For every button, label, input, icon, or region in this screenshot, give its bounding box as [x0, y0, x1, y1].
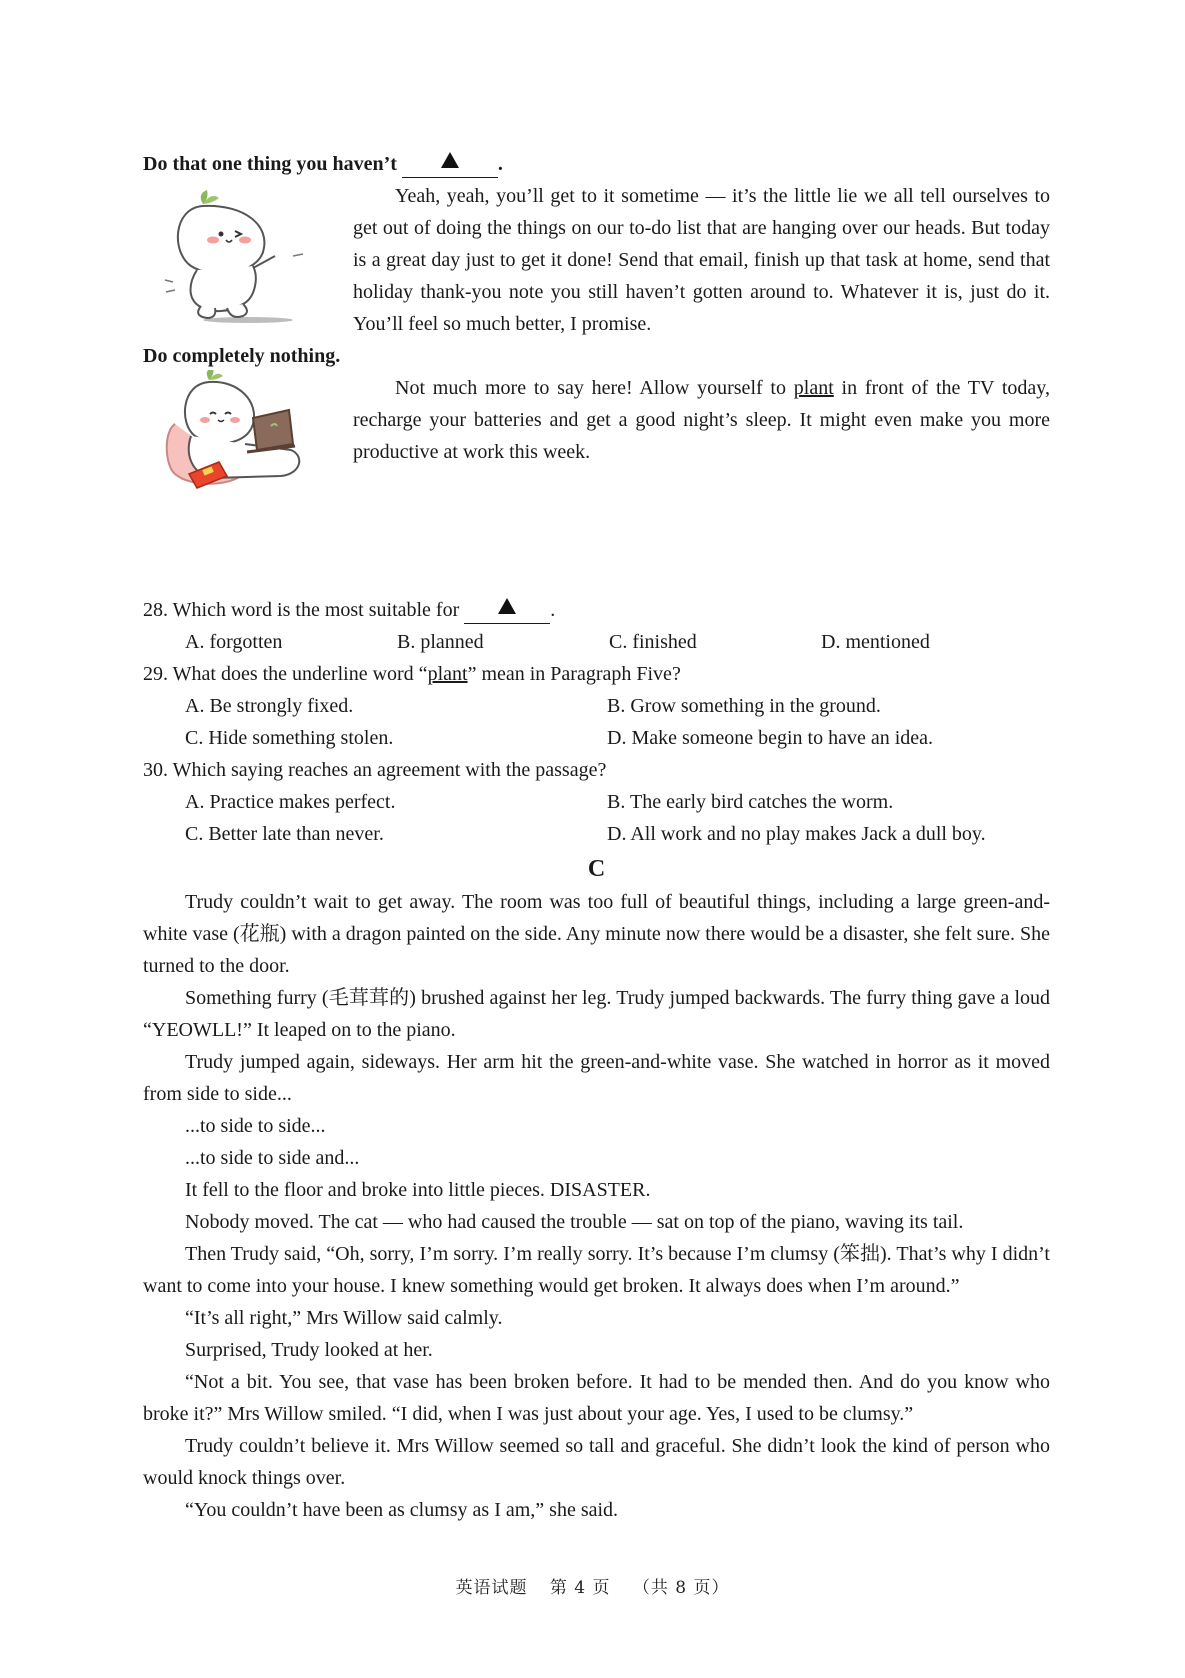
passage-paragraph: It fell to the floor and broke into little pieces. DISASTER. — [185, 1179, 651, 1201]
passage-paragraph: ...to side to side and... — [185, 1147, 360, 1169]
option-d[interactable]: D. mentioned — [821, 631, 930, 653]
option-b[interactable]: B. Grow something in the ground. — [607, 695, 881, 717]
section1-heading: Do that one thing you haven’t . — [143, 148, 1050, 180]
question-28-options — [143, 626, 1050, 658]
triangle-icon — [498, 598, 516, 614]
sprout-mascot-walking-icon — [143, 180, 353, 340]
passage-paragraph: Then Trudy said, “Oh, sorry, I’m sorry. I’m really sorry. It’s because I’m clumsy (笨拙). That’s why I didn’t want to come into your house. I knew something would get broken. It always does when I’m around.” — [143, 1243, 1050, 1297]
option-d[interactable]: D. Make someone begin to have an idea. — [607, 727, 934, 749]
question-30-options-row1 — [143, 786, 1050, 818]
passage-c-body — [143, 886, 1050, 1526]
passage-c-title: C — [587, 856, 606, 882]
section1-block — [143, 180, 1050, 340]
passage-paragraph: Trudy jumped again, sideways. Her arm hit the green-and-white vase. She watched in horror as it moved from side to side... — [143, 1051, 1050, 1105]
option-c[interactable]: C. Better late than never. — [185, 823, 384, 845]
option-d[interactable]: D. All work and no play makes Jack a dull boy. — [607, 823, 986, 845]
passage-paragraph: Surprised, Trudy looked at her. — [185, 1339, 433, 1361]
sprout-mascot-laptop-icon — [143, 372, 353, 520]
section1-paragraph: Yeah, yeah, you’ll get to it sometime — it’s the little lie we all tell ourselves to get out of doing the things on our to-do list that are hanging over our heads. But today is a great day just to get it done! Send that email, finish up that task at home, send that holiday thank-you note you still haven’t gotten around to. Whatever it is, just do it. You’ll feel so much better, I promise. — [353, 185, 1050, 335]
question-30-options-row2 — [143, 818, 1050, 850]
underlined-word: plant — [793, 377, 834, 399]
option-a[interactable]: A. forgotten — [185, 631, 283, 653]
passage-paragraph: Trudy couldn’t wait to get away. The room was too full of beautiful things, including a large green-and-white vase (花瓶) with a dragon painted on the side. Any minute now there would be a disaster, she felt sure. She turned to the door. — [143, 891, 1050, 977]
passage-paragraph: Something furry (毛茸茸的) brushed against her leg. Trudy jumped backwards. The furry thing gave a loud “YEOWLL!” It leaped on to the piano. — [143, 987, 1050, 1041]
passage-paragraph: ...to side to side... — [185, 1115, 326, 1137]
section2-paragraph: Not much more to say here! Allow yourself to plant in front of the TV today, recharge your batteries and get a good night’s sleep. It might even make you more productive at work this week. — [353, 377, 1051, 463]
question-29-options-row1 — [143, 690, 1050, 722]
exam-page — [143, 148, 1050, 1526]
passage-paragraph: “You couldn’t have been as clumsy as I am,” she said. — [185, 1499, 619, 1521]
question-29-options-row2 — [143, 722, 1050, 754]
option-b[interactable]: B. planned — [397, 631, 484, 653]
triangle-icon — [441, 152, 459, 168]
option-a[interactable]: A. Be strongly fixed. — [185, 695, 354, 717]
passage-paragraph: “Not a bit. You see, that vase has been broken before. It had to be mended then. And do you know who broke it?” Mrs Willow smiled. “I did, when I was just about your age. Yes, I used to be clumsy.” — [143, 1371, 1050, 1425]
option-b[interactable]: B. The early bird catches the worm. — [607, 791, 894, 813]
answer-blank — [464, 597, 550, 624]
section2-block — [143, 372, 1050, 520]
option-c[interactable]: C. finished — [609, 631, 697, 653]
passage-paragraph: Trudy couldn’t believe it. Mrs Willow seemed so tall and graceful. She didn’t look the kind of person who would knock things over. — [143, 1435, 1050, 1489]
passage-paragraph: Nobody moved. The cat — who had caused the trouble — sat on top of the piano, waving its tail. — [185, 1211, 964, 1233]
page-footer: 英语试题 第 4 页 （共 8 页） — [455, 1578, 730, 1598]
section2-heading: Do completely nothing. — [143, 345, 341, 367]
question-29: 29. What does the underline word “plant” mean in Paragraph Five? — [143, 663, 681, 685]
passage-paragraph: “It’s all right,” Mrs Willow said calmly. — [185, 1307, 503, 1329]
option-a[interactable]: A. Practice makes perfect. — [185, 791, 396, 813]
answer-blank — [402, 151, 498, 178]
option-c[interactable]: C. Hide something stolen. — [185, 727, 394, 749]
question-28: 28. Which word is the most suitable for . — [143, 594, 1050, 626]
question-30: 30. Which saying reaches an agreement with the passage? — [143, 759, 607, 781]
